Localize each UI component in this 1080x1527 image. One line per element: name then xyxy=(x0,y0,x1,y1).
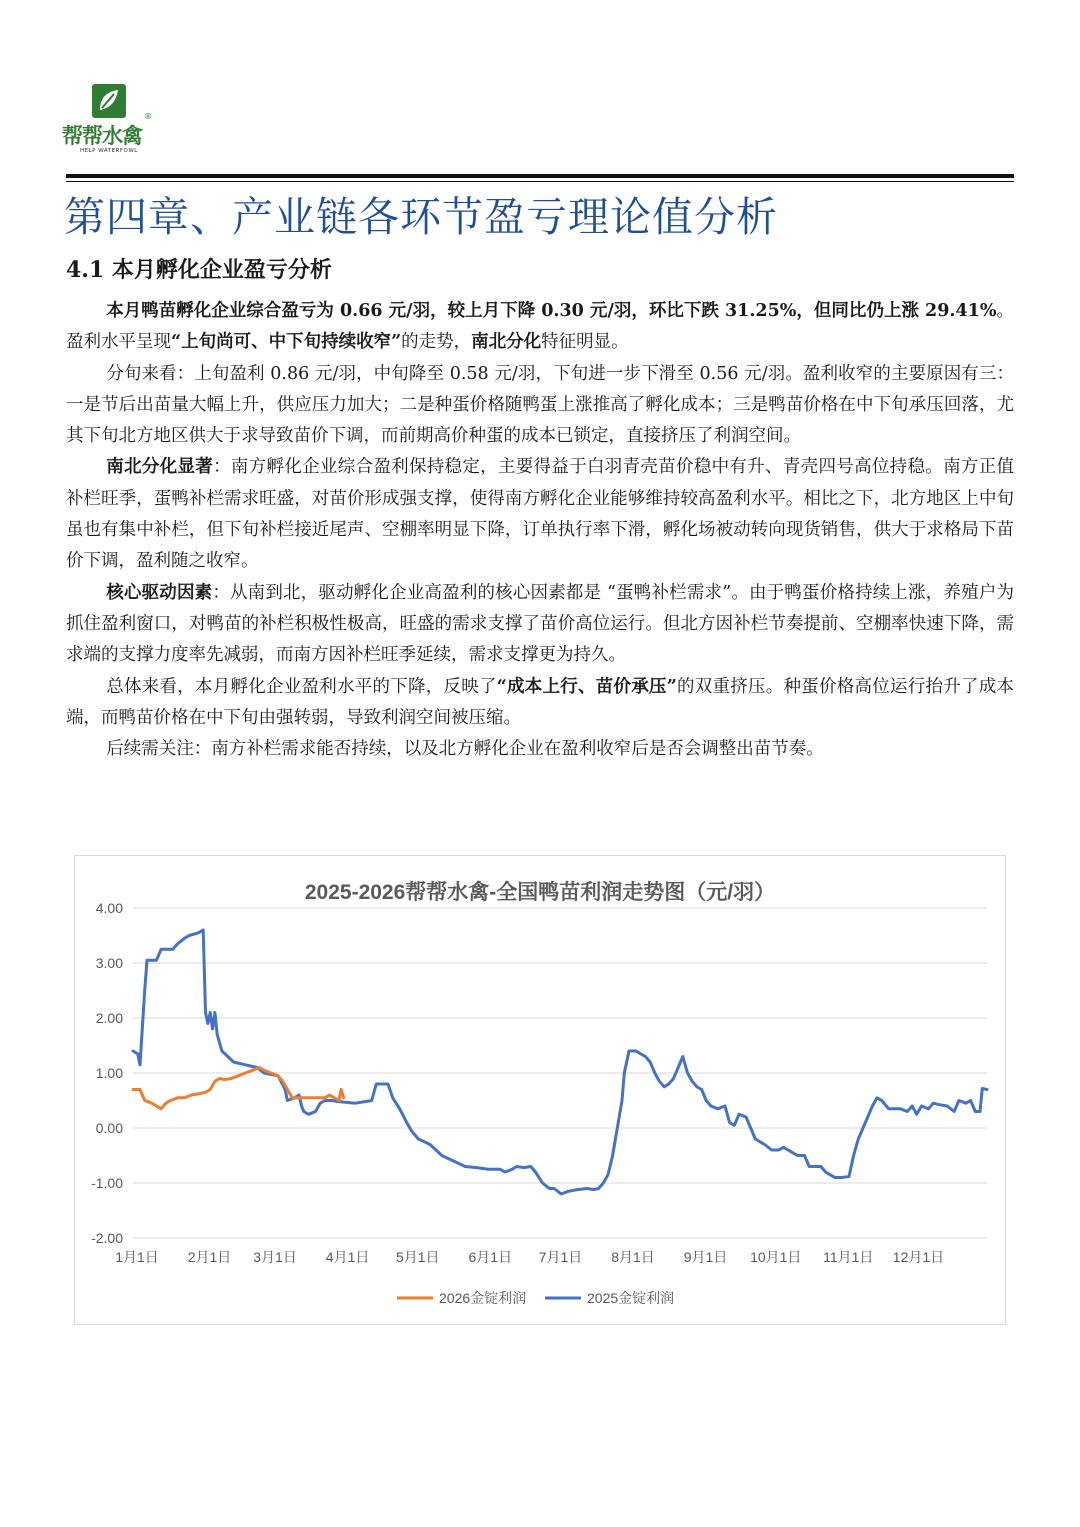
cost-price-quote: “成本上行、苗价承压” xyxy=(496,676,677,697)
paragraph-outlook: 后续需关注：南方补栏需求能否持续，以及北方孵化企业在盈利收窄后是否会调整出苗节奏。 xyxy=(106,739,824,760)
north-south-term: 南北分化 xyxy=(471,332,542,353)
logo-name: 帮帮水禽 xyxy=(62,124,142,148)
x-tick-label: 6月1日 xyxy=(468,1249,513,1265)
section-title: 4.1 本月孵化企业盈亏分析 xyxy=(66,257,332,283)
x-tick-label: 2月1日 xyxy=(187,1249,232,1265)
trend-quote: “上旬尚可、中下旬持续收窄” xyxy=(171,332,402,353)
chapter-title: 第四章、产业链各环节盈亏理论值分析 xyxy=(64,193,778,241)
paragraph-north-south: 南北分化显著：南方孵化企业综合盈利保持稳定，主要得益于白羽青壳苗价稳中有升、青壳四号高位持稳。南方正值补栏旺季，蛋鸭补栏需求旺盛，对苗价形成强支撑，使得南方孵化企业能够维持较高盈利水平。相比之下，北方地区上中旬虽也有集中补栏，但下旬补栏接近尾声、空棚率明显下降，订单执行率下滑，孵化场被动转向现货销售，供大于求格局下苗价下调，盈利随之收窄。 xyxy=(66,457,1015,572)
chart-title: 2025-2026帮帮水禽-全国鸭苗利润走势图（元/羽） xyxy=(304,881,776,904)
x-tick-label: 7月1日 xyxy=(538,1249,583,1265)
y-tick-label: 4.00 xyxy=(95,900,123,916)
paragraph-summary: 本月鸭苗孵化企业综合盈亏为 0.66 元/羽，较上月下降 0.30 元/羽，环比下跌 31.25%，但同比仍上涨 29.41%。盈利水平呈现“上旬尚可、中下旬持续收窄”的走势，南北分化特征明显。 xyxy=(66,301,1015,353)
y-tick-label: -1.00 xyxy=(91,1175,123,1191)
paragraph-core-drivers: 核心驱动因素：从南到北，驱动孵化企业高盈利的核心因素都是 “蛋鸭补栏需求”。由于鸭蛋价格持续上涨，养殖户为抓住盈利窗口，对鸭苗的补栏积极性极高，旺盛的需求支撑了苗价高位运行。但北方因补栏节奏提前、空棚率快速下降，需求端的支撑力度率先减弱，而南方因补栏旺季延续，需求支撑更为持久。 xyxy=(66,582,1015,666)
x-tick-label: 8月1日 xyxy=(611,1249,655,1265)
x-tick-label: 3月1日 xyxy=(253,1249,297,1265)
y-tick-label: 0.00 xyxy=(95,1120,123,1136)
y-tick-label: -2.00 xyxy=(91,1230,123,1246)
header-rule-thin xyxy=(66,181,1014,182)
x-tick-label: 1月1日 xyxy=(115,1249,159,1265)
header-rule-thick xyxy=(66,174,1014,178)
logo-subtitle: HELP WATERFOWL xyxy=(80,148,138,154)
x-tick-label: 9月1日 xyxy=(683,1249,728,1265)
series-line-2026 xyxy=(133,1068,344,1109)
summary-bold-figures: 本月鸭苗孵化企业综合盈亏为 0.66 元/羽，较上月下降 0.30 元/羽，环比下跌 31.25%，但同比仍上涨 29.41% xyxy=(106,301,997,321)
registered-mark: ® xyxy=(144,112,152,121)
core-drivers-heading: 核心驱动因素 xyxy=(106,582,213,603)
north-south-heading: 南北分化显著 xyxy=(106,457,214,478)
x-tick-label: 10月1日 xyxy=(750,1249,802,1265)
x-tick-label: 4月1日 xyxy=(325,1249,370,1265)
legend-label: 2025金锭利润 xyxy=(587,1290,675,1306)
paragraph-ten-day-breakdown: 分旬来看：上旬盈利 0.86 元/羽，中旬降至 0.58 元/羽，下旬进一步下滑至 0.56 元/羽。盈利收窄的主要原因有三：一是节后出苗量大幅上升，供应压力加大；二是种蛋价格随鸭蛋上涨推高了孵化成本；三是鸭苗价格在中下旬承压回落，尤其下旬北方地区供大于求导致苗价下调，而前期高价种蛋的成本已锁定，直接挤压了利润空间。 xyxy=(66,363,1014,447)
legend-label: 2026金锭利润 xyxy=(439,1290,527,1306)
y-tick-label: 2.00 xyxy=(95,1010,123,1026)
body-text xyxy=(66,296,1014,765)
leaf-logo-icon xyxy=(92,84,126,118)
x-tick-label: 12月1日 xyxy=(892,1249,945,1265)
x-tick-label: 11月1日 xyxy=(823,1249,874,1265)
y-tick-label: 1.00 xyxy=(95,1065,123,1081)
profit-trend-chart xyxy=(74,855,1006,1325)
company-logo xyxy=(62,80,162,160)
y-tick-label: 3.00 xyxy=(95,955,123,971)
series-line-2025 xyxy=(133,930,987,1194)
x-tick-label: 5月1日 xyxy=(395,1249,440,1265)
paragraph-overall: 总体来看，本月孵化企业盈利水平的下降，反映了“成本上行、苗价承压”的双重挤压。种蛋价格高位运行抬升了成本端，而鸭苗价格在中下旬由强转弱，导致利润空间被压缩。 xyxy=(66,676,1015,728)
chart-svg xyxy=(75,856,1005,1324)
